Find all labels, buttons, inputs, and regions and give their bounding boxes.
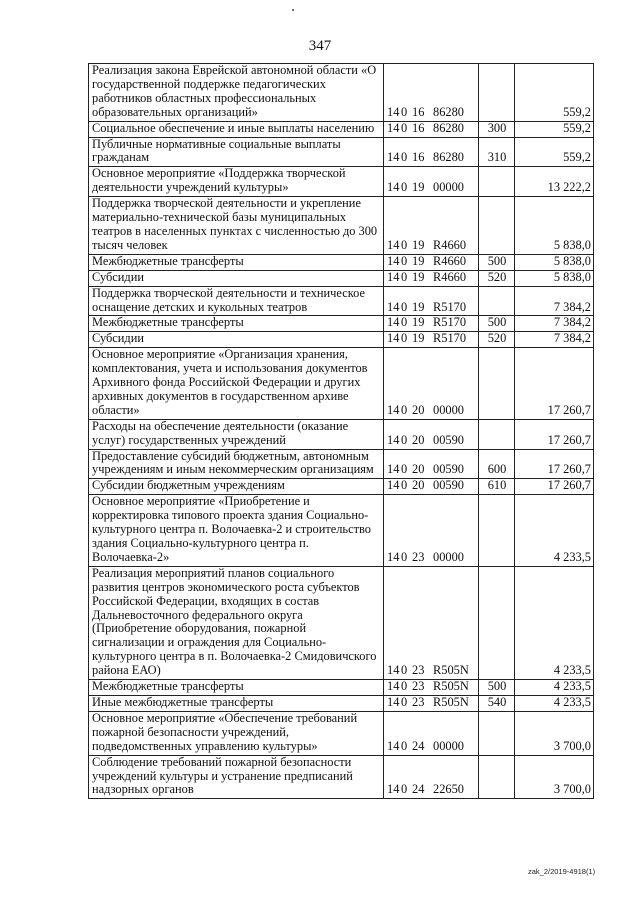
code-part-4: 00000 bbox=[433, 738, 464, 753]
table-row bbox=[89, 495, 594, 567]
code-part-1: 14 bbox=[387, 462, 400, 477]
code-part-4: 86280 bbox=[433, 120, 464, 135]
row-code bbox=[384, 695, 479, 711]
row-amount: 17 260,7 bbox=[515, 449, 594, 479]
code-part-3: 20 bbox=[412, 432, 425, 447]
code-part-3: 19 bbox=[412, 237, 425, 252]
code-part-4: 00590 bbox=[433, 478, 464, 493]
code-part-3: 19 bbox=[412, 331, 425, 346]
row-expense-type bbox=[479, 495, 515, 567]
row-code bbox=[384, 449, 479, 479]
row-amount: 13 222,2 bbox=[515, 167, 594, 197]
code-part-4: R4660 bbox=[433, 269, 467, 284]
table-row bbox=[89, 332, 594, 348]
code-part-4: 22650 bbox=[433, 782, 464, 797]
code-part-4: R4660 bbox=[433, 237, 467, 252]
table-row bbox=[89, 479, 594, 495]
table-row bbox=[89, 270, 594, 286]
code-part-2: 0 bbox=[401, 738, 408, 753]
row-amount: 559,2 bbox=[515, 121, 594, 137]
row-amount: 559,2 bbox=[515, 64, 594, 122]
row-amount: 4 233,5 bbox=[515, 566, 594, 679]
row-amount: 4 233,5 bbox=[515, 695, 594, 711]
scan-dot bbox=[292, 9, 294, 11]
row-code bbox=[384, 254, 479, 270]
code-part-4: 00590 bbox=[433, 462, 464, 477]
row-expense-type bbox=[479, 566, 515, 679]
code-part-1: 14 bbox=[387, 253, 400, 268]
row-expense-type bbox=[479, 419, 515, 449]
row-name: Поддержка творческой деятельности и техническое оснащение детских и кукольных театров bbox=[89, 286, 384, 316]
table-row bbox=[89, 566, 594, 679]
code-part-4: R5170 bbox=[433, 299, 467, 314]
code-part-3: 16 bbox=[412, 104, 425, 119]
code-part-3: 24 bbox=[412, 782, 425, 797]
row-name: Основное мероприятие «Организация хранения, комплектования, учета и использования документов Архивного фонда Российской Федерации и других архивных документов в государственном архиве области» bbox=[89, 348, 384, 420]
row-name: Соблюдение требований пожарной безопасности учреждений культуры и устранение предписаний надзорных органов bbox=[89, 755, 384, 799]
row-code bbox=[384, 197, 479, 255]
code-part-4: 00000 bbox=[433, 402, 464, 417]
row-code bbox=[384, 332, 479, 348]
code-part-4: R505N bbox=[433, 694, 469, 709]
code-part-1: 14 bbox=[387, 180, 400, 195]
row-code bbox=[384, 711, 479, 755]
row-amount: 5 838,0 bbox=[515, 270, 594, 286]
page-number: 347 bbox=[308, 38, 332, 54]
table-row bbox=[89, 680, 594, 696]
row-code bbox=[384, 167, 479, 197]
row-amount: 3 700,0 bbox=[515, 711, 594, 755]
row-name: Субсидии bbox=[89, 270, 384, 286]
code-part-2: 0 bbox=[401, 782, 408, 797]
code-part-2: 0 bbox=[401, 462, 408, 477]
code-part-2: 0 bbox=[401, 237, 408, 252]
row-amount: 7 384,2 bbox=[515, 332, 594, 348]
row-code bbox=[384, 348, 479, 420]
row-amount: 559,2 bbox=[515, 137, 594, 167]
document-footer-code: zak_2/2019-4918(1) bbox=[528, 867, 596, 876]
row-code bbox=[384, 680, 479, 696]
code-part-1: 14 bbox=[387, 694, 400, 709]
table-row bbox=[89, 316, 594, 332]
table-row bbox=[89, 695, 594, 711]
row-expense-type bbox=[479, 711, 515, 755]
row-expense-type: 520 bbox=[479, 270, 515, 286]
code-part-3: 19 bbox=[412, 315, 425, 330]
code-part-2: 0 bbox=[401, 180, 408, 195]
row-expense-type: 500 bbox=[479, 316, 515, 332]
row-code bbox=[384, 64, 479, 122]
row-amount: 17 260,7 bbox=[515, 479, 594, 495]
code-part-3: 19 bbox=[412, 269, 425, 284]
code-part-4: 86280 bbox=[433, 104, 464, 119]
code-part-3: 23 bbox=[412, 679, 425, 694]
row-expense-type bbox=[479, 167, 515, 197]
code-part-2: 0 bbox=[401, 478, 408, 493]
row-expense-type: 500 bbox=[479, 680, 515, 696]
row-name: Основное мероприятие «Приобретение и корректировка типового проекта здания Социально-культурного центра п. Волочаевка-2 и строительство здания Социально-культурного центра п. Волочаевка-2» bbox=[89, 495, 384, 567]
code-part-4: 00000 bbox=[433, 180, 464, 195]
row-name: Межбюджетные трансферты bbox=[89, 316, 384, 332]
code-part-4: R505N bbox=[433, 679, 469, 694]
row-name: Субсидии бюджетным учреждениям bbox=[89, 479, 384, 495]
table-row bbox=[89, 348, 594, 420]
code-part-1: 14 bbox=[387, 315, 400, 330]
code-part-1: 14 bbox=[387, 782, 400, 797]
code-part-2: 0 bbox=[401, 402, 408, 417]
row-name: Межбюджетные трансферты bbox=[89, 254, 384, 270]
row-expense-type bbox=[479, 348, 515, 420]
row-name: Предоставление субсидий бюджетным, автономным учреждениям и иным некоммерческим организациям bbox=[89, 449, 384, 479]
row-code bbox=[384, 286, 479, 316]
code-part-2: 0 bbox=[401, 432, 408, 447]
code-part-3: 24 bbox=[412, 738, 425, 753]
code-part-3: 20 bbox=[412, 462, 425, 477]
row-amount: 5 838,0 bbox=[515, 197, 594, 255]
row-expense-type bbox=[479, 286, 515, 316]
code-part-1: 14 bbox=[387, 432, 400, 447]
code-part-3: 19 bbox=[412, 299, 425, 314]
table-row bbox=[89, 286, 594, 316]
row-name: Социальное обеспечение и иные выплаты населению bbox=[89, 121, 384, 137]
code-part-2: 0 bbox=[401, 549, 408, 564]
table-row bbox=[89, 64, 594, 122]
code-part-1: 14 bbox=[387, 331, 400, 346]
budget-table bbox=[88, 63, 594, 799]
code-part-1: 14 bbox=[387, 237, 400, 252]
row-expense-type bbox=[479, 755, 515, 799]
code-part-4: R505N bbox=[433, 663, 469, 678]
row-amount: 17 260,7 bbox=[515, 348, 594, 420]
row-name: Поддержка творческой деятельности и укрепление материально-технической базы муниципальных театров в населенных пунктах с численностью до 300 тысяч человек bbox=[89, 197, 384, 255]
code-part-3: 16 bbox=[412, 120, 425, 135]
row-expense-type: 500 bbox=[479, 254, 515, 270]
code-part-2: 0 bbox=[401, 150, 408, 165]
row-amount: 3 700,0 bbox=[515, 755, 594, 799]
row-code bbox=[384, 566, 479, 679]
code-part-1: 14 bbox=[387, 269, 400, 284]
row-name: Основное мероприятие «Поддержка творческой деятельности учреждений культуры» bbox=[89, 167, 384, 197]
table-row bbox=[89, 121, 594, 137]
code-part-1: 14 bbox=[387, 738, 400, 753]
code-part-2: 0 bbox=[401, 694, 408, 709]
code-part-2: 0 bbox=[401, 315, 408, 330]
row-expense-type: 610 bbox=[479, 479, 515, 495]
code-part-1: 14 bbox=[387, 120, 400, 135]
table-row bbox=[89, 254, 594, 270]
table-row bbox=[89, 755, 594, 799]
row-expense-type: 520 bbox=[479, 332, 515, 348]
code-part-2: 0 bbox=[401, 120, 408, 135]
code-part-1: 14 bbox=[387, 679, 400, 694]
code-part-4: 00590 bbox=[433, 432, 464, 447]
code-part-1: 14 bbox=[387, 104, 400, 119]
row-expense-type: 540 bbox=[479, 695, 515, 711]
row-code bbox=[384, 137, 479, 167]
code-part-4: 00000 bbox=[433, 549, 464, 564]
row-expense-type bbox=[479, 64, 515, 122]
table-row bbox=[89, 137, 594, 167]
row-code bbox=[384, 121, 479, 137]
code-part-1: 14 bbox=[387, 402, 400, 417]
code-part-2: 0 bbox=[401, 269, 408, 284]
row-code bbox=[384, 495, 479, 567]
code-part-3: 23 bbox=[412, 663, 425, 678]
row-code bbox=[384, 270, 479, 286]
row-name: Реализация мероприятий планов социального развития центров экономического роста субъектов Российской Федерации, входящих в состав Дальневосточного федерального округа (Приобретение оборудования, пожарной сигнализации и ограждения для Социально-культурного центра в п. Волочаевка-2 Смидовичского района ЕАО) bbox=[89, 566, 384, 679]
row-amount: 17 260,7 bbox=[515, 419, 594, 449]
code-part-3: 16 bbox=[412, 150, 425, 165]
row-expense-type bbox=[479, 197, 515, 255]
code-part-2: 0 bbox=[401, 331, 408, 346]
code-part-3: 20 bbox=[412, 402, 425, 417]
code-part-2: 0 bbox=[401, 253, 408, 268]
row-name: Реализация закона Еврейской автономной области «О государственной поддержке педагогических работников областных профессиональных образовательных организаций» bbox=[89, 64, 384, 122]
code-part-2: 0 bbox=[401, 663, 408, 678]
code-part-1: 14 bbox=[387, 478, 400, 493]
budget-table-body bbox=[89, 64, 594, 799]
code-part-1: 14 bbox=[387, 299, 400, 314]
code-part-4: R5170 bbox=[433, 331, 467, 346]
row-name: Субсидии bbox=[89, 332, 384, 348]
row-name: Межбюджетные трансферты bbox=[89, 680, 384, 696]
row-amount: 4 233,5 bbox=[515, 680, 594, 696]
code-part-1: 14 bbox=[387, 150, 400, 165]
code-part-3: 20 bbox=[412, 478, 425, 493]
row-expense-type: 600 bbox=[479, 449, 515, 479]
code-part-4: R4660 bbox=[433, 253, 467, 268]
row-expense-type: 310 bbox=[479, 137, 515, 167]
code-part-1: 14 bbox=[387, 549, 400, 564]
code-part-2: 0 bbox=[401, 104, 408, 119]
row-name: Публичные нормативные социальные выплаты гражданам bbox=[89, 137, 384, 167]
row-name: Иные межбюджетные трансферты bbox=[89, 695, 384, 711]
table-row bbox=[89, 711, 594, 755]
row-code bbox=[384, 755, 479, 799]
table-row bbox=[89, 167, 594, 197]
code-part-2: 0 bbox=[401, 299, 408, 314]
row-code bbox=[384, 316, 479, 332]
row-expense-type: 300 bbox=[479, 121, 515, 137]
code-part-3: 23 bbox=[412, 549, 425, 564]
row-amount: 7 384,2 bbox=[515, 286, 594, 316]
row-amount: 5 838,0 bbox=[515, 254, 594, 270]
code-part-4: R5170 bbox=[433, 315, 467, 330]
row-code bbox=[384, 479, 479, 495]
row-amount: 4 233,5 bbox=[515, 495, 594, 567]
code-part-3: 23 bbox=[412, 694, 425, 709]
code-part-1: 14 bbox=[387, 663, 400, 678]
table-row bbox=[89, 419, 594, 449]
code-part-2: 0 bbox=[401, 679, 408, 694]
row-code bbox=[384, 419, 479, 449]
code-part-4: 86280 bbox=[433, 150, 464, 165]
row-name: Основное мероприятие «Обеспечение требований пожарной безопасности учреждений, подведомственных управлению культуры» bbox=[89, 711, 384, 755]
row-name: Расходы на обеспечение деятельности (оказание услуг) государственных учреждений bbox=[89, 419, 384, 449]
code-part-3: 19 bbox=[412, 253, 425, 268]
row-amount: 7 384,2 bbox=[515, 316, 594, 332]
table-row bbox=[89, 197, 594, 255]
code-part-3: 19 bbox=[412, 180, 425, 195]
table-row bbox=[89, 449, 594, 479]
